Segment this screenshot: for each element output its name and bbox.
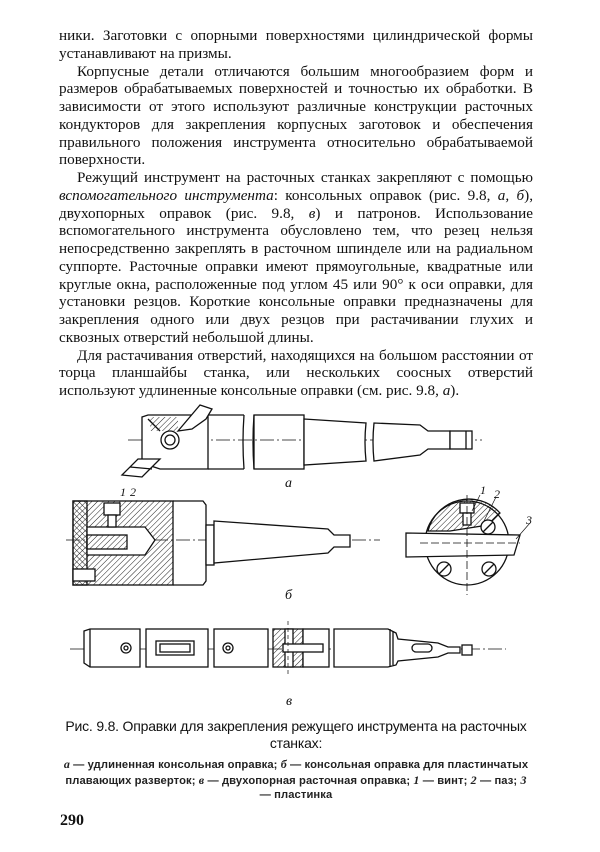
callout-3-end: 3 [526,513,532,527]
paragraph-3-text-b: : консольных оправок (рис. 9.8, [273,186,498,204]
boring-bars-drawing [0,395,600,715]
figure-ref-ab: а, б [497,186,525,204]
paragraph-4-text-b: ). [450,382,460,399]
legend-text-v: — двухопорная расточная оправка; [204,774,414,787]
subfigure-b-end-view [406,495,530,595]
figure-caption-title: Рис. 9.8. Оправки для закрепления режущего инструмента на расточных станках: [65,718,527,751]
term-auxiliary-tool: вспомогательного инструмента [59,186,274,204]
callout-1-b: 1 [120,485,126,499]
subfigure-a-drawing [122,405,482,477]
callout-1-end: 1 [480,483,486,497]
subfigure-label-b: б [285,588,293,603]
legend-key-v: в [198,772,205,787]
paragraph-3-text-a: Режущий инструмент на расточных станках закрепляют с помощью [77,169,533,186]
legend-key-b: б [280,757,287,771]
subfigure-v-drawing [70,621,506,677]
figure-9-8 [0,395,600,715]
paragraph-4-text-a: Для растачивания отверстий, находящихся на большом расстоянии от торца планшайбы станка, или нескольких соосных отверстий используют удлиненные консольные оправки (см. рис. 9.8, [59,346,533,399]
paragraph-4 [59,347,533,400]
legend-key-1: 1 [413,772,420,787]
paragraph-3-text-c: ), двухопорных оправок (рис. 9.8, [59,186,533,222]
legend-text-1: — винт; [419,774,471,787]
figure-ref-v: в [308,204,316,222]
paragraph-2 [59,63,533,170]
subfigure-label-v: в [286,694,293,709]
legend-text-b: — консольная оправка для пластинчатых плавающих разверток; [65,759,529,787]
paragraph-1 [59,27,533,63]
legend-key-2: 2 [470,772,477,787]
figure-caption-legend [59,757,533,803]
page-number: 290 [60,812,84,829]
legend-text-3: — пластинка [259,789,333,801]
subfigure-label-a: а [285,476,292,491]
legend-text-2: — паз; [476,774,521,787]
legend-key-a: а [63,757,70,771]
legend-key-3: 3 [520,772,527,787]
figure-ref-a: а [442,382,451,399]
callout-2-end: 2 [494,487,500,501]
paragraph-3 [59,169,533,347]
body-text [59,27,533,400]
paragraph-1-text: ники. Заготовки с опорными поверхностями цилиндрической формы устанавливают на призмы. [59,27,533,62]
legend-text-a: — удлиненная консольная оправка; [69,759,281,771]
paragraph-3-text-d: ) и патронов. Использование вспомогательного инструмента обусловлено тем, что резец нельзя непосредственно закреплять в расточном шпинделе или на радиальном суппорте. Расточные оправки имеют прямоугольные, квадратные или круглые окна, расположенные под углом 45 или 90° к оси оправки, для установки резцов. Короткие консольные оправки предназначены для закрепления одного или двух резцов при растачивании глухих и сквозных отверстий небольшой длины. [59,204,534,346]
paragraph-2-text: Корпусные детали отличаются большим многообразием форм и размеров обрабатываемых поверхностей и точностью их обработки. В зависимости от этого используют различные конструкции расточных кондукторов для закрепления корпусных заготовок и обеспечения правильного положения инструмента относительно обрабатываемой поверхности. [59,62,533,169]
subfigure-b-drawing [66,501,380,585]
callout-2-b: 2 [130,485,136,499]
